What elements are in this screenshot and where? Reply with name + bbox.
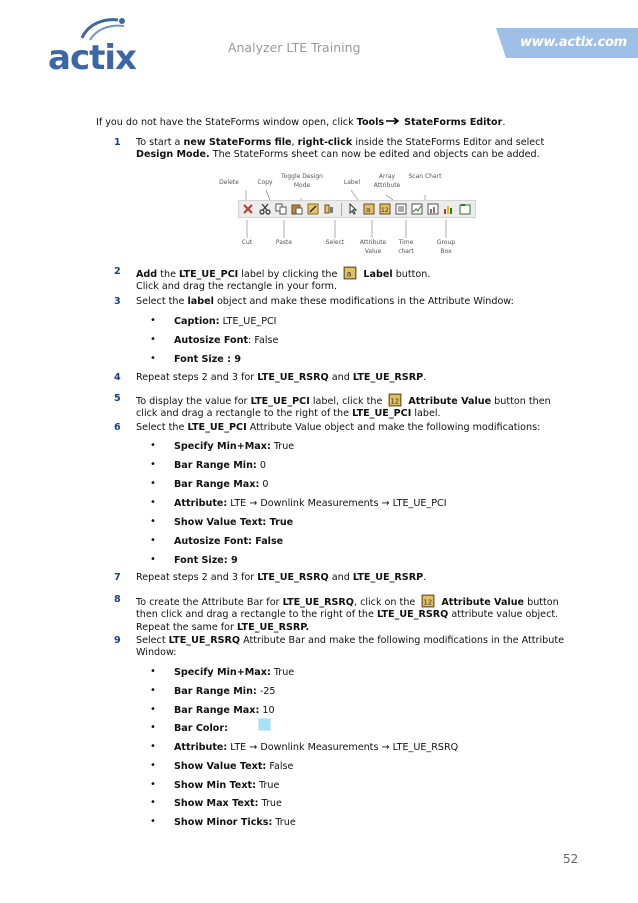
bullet: •: [150, 516, 156, 527]
bullet: •: [150, 779, 156, 790]
label-toggle-design-mode: Toggle Design Mode: [281, 173, 323, 189]
array-attribute-icon[interactable]: [395, 203, 407, 215]
bullet-text: [174, 742, 458, 753]
step-text: [136, 266, 586, 294]
t: new StateForms file: [183, 137, 292, 148]
t: True: [272, 817, 296, 828]
copy-icon[interactable]: [275, 203, 287, 215]
t: label: [187, 296, 214, 307]
t: Attribute Bar and make the following modifications in the Attribute: [240, 635, 564, 646]
t: Show Min Text:: [174, 780, 256, 791]
bullet-text: [174, 817, 296, 828]
toolbar-separator: [341, 203, 342, 216]
bullet: •: [150, 704, 156, 715]
design-tool-icon[interactable]: [323, 203, 335, 215]
t: Caption:: [174, 316, 220, 327]
bullet: •: [150, 440, 156, 451]
t: Bar Range Min:: [174, 460, 257, 471]
t: Show Value Text:: [174, 761, 267, 772]
label-paste: Paste: [275, 239, 293, 246]
step-number: 7: [114, 572, 121, 583]
bullet: •: [150, 497, 156, 508]
intro-paragraph: [96, 117, 616, 128]
t: Design Mode.: [136, 149, 210, 161]
bullet: •: [150, 816, 156, 827]
t: Repeat the same for: [136, 621, 238, 633]
group-box-icon[interactable]: [459, 203, 471, 215]
label-tool-icon[interactable]: [363, 203, 375, 215]
bullet: •: [150, 685, 156, 696]
t: .: [423, 372, 427, 383]
t: LTE_UE_RSRQ: [376, 609, 449, 621]
bullet: •: [150, 760, 156, 771]
t: LTE_UE_PCI: [187, 422, 247, 433]
step-text: [136, 572, 586, 584]
t: False: [266, 761, 294, 772]
t: Bar Color:: [174, 723, 228, 734]
bullet-text: [174, 555, 238, 566]
t: the: [157, 269, 180, 280]
bullet: •: [150, 741, 156, 752]
t: Bar Range Max:: [174, 705, 260, 716]
bullet-text: [174, 761, 293, 772]
t: Attribute Value: [441, 597, 525, 608]
t: To start a: [136, 137, 184, 148]
bullet: •: [150, 315, 156, 326]
bullet-text: [174, 723, 228, 734]
t: Select the: [136, 422, 188, 433]
scan-chart-icon[interactable]: [427, 203, 439, 215]
arrow-right-icon: [386, 117, 402, 125]
cut-icon[interactable]: [259, 203, 271, 215]
t: LTE_UE_RSRP: [352, 372, 424, 383]
step-text: [136, 296, 586, 308]
step-text: [136, 422, 586, 434]
delete-icon[interactable]: [242, 203, 254, 215]
bullet-text: [174, 536, 283, 547]
step-number: 5: [114, 393, 121, 404]
step-number: 8: [114, 594, 121, 605]
stateforms-editor-ref: StateForms Editor: [404, 117, 503, 128]
t: Font Size: 9: [174, 555, 238, 566]
bullet: •: [150, 666, 156, 677]
page-number: 52: [563, 852, 579, 866]
t: Repeat steps 2 and 3 for: [136, 372, 258, 383]
bullet-text: [174, 479, 268, 490]
bullet-text: [174, 798, 282, 809]
t: ,: [291, 137, 298, 148]
website-url: www.actix.com: [520, 35, 627, 50]
step-number: 4: [114, 372, 121, 383]
bullet: •: [150, 459, 156, 470]
bar-color-swatch: [258, 718, 271, 731]
t: True: [270, 667, 295, 678]
document-title: Analyzer LTE Training: [228, 40, 361, 55]
t: LTE_UE_RSRP.: [237, 621, 310, 633]
t: Autosize Font: [174, 335, 249, 346]
t: Autosize Font: False: [174, 536, 284, 547]
label-group-box: Group Box: [436, 239, 456, 255]
t: LTE_UE_PCI: [179, 269, 239, 280]
bullet: •: [150, 554, 156, 565]
bullet-text: [174, 517, 293, 528]
website-banner: [506, 28, 638, 58]
t: LTE_UE_RSRQ: [282, 597, 354, 608]
t: Attribute Value: [408, 396, 492, 407]
t: LTE_UE_RSRP: [352, 572, 424, 583]
label-attribute-value: Attribute Value: [359, 239, 387, 255]
step-number: 9: [114, 635, 121, 646]
toggle-design-mode-icon[interactable]: [307, 203, 319, 215]
bullet: •: [150, 797, 156, 808]
t: then click and drag a rectangle to the right of the: [136, 609, 377, 621]
bullet-text: [174, 667, 294, 678]
tools-menu-ref: Tools: [356, 117, 385, 128]
t: 0: [256, 460, 266, 471]
t: LTE_UE_RSRQ: [168, 635, 241, 646]
t: LTE_UE_PCI: [250, 396, 310, 407]
step-text: [136, 635, 586, 660]
t: right-click: [297, 137, 353, 148]
t: Repeat steps 2 and 3 for: [136, 572, 258, 583]
t: 10: [259, 705, 275, 716]
paste-icon[interactable]: [291, 203, 303, 215]
label-scan-chart: Scan Chart: [408, 173, 442, 180]
t: .: [423, 572, 427, 583]
label-select: Select: [325, 239, 345, 246]
t: : False: [248, 335, 279, 346]
t: Attribute Value object and make the following modifications:: [246, 422, 541, 433]
t: True: [258, 798, 282, 809]
t: button.: [392, 269, 431, 280]
bullet-text: [174, 460, 266, 471]
t: label by clicking the: [238, 269, 338, 280]
label-tool-icon: [343, 266, 357, 280]
svg-text:12: 12: [381, 207, 389, 214]
t: Select the: [136, 296, 188, 307]
t: Bar Range Max:: [174, 479, 260, 490]
attribute-value-icon: [421, 594, 435, 608]
t: Specify Min+Max:: [174, 667, 271, 678]
step-text: [136, 137, 586, 162]
t: Window:: [136, 647, 177, 659]
t: attribute value object.: [448, 609, 559, 621]
t: Show Max Text:: [174, 798, 259, 809]
t: Add: [136, 269, 158, 280]
step-text: [136, 594, 586, 634]
bullet: •: [150, 535, 156, 546]
t: label.: [411, 408, 441, 420]
t: LTE → Downlink Measurements → LTE_UE_PCI: [227, 498, 447, 509]
bullet-text: [174, 686, 276, 697]
t: LTE_UE_RSRQ: [257, 572, 329, 583]
t: -25: [256, 686, 276, 697]
actix-logo: [48, 16, 140, 76]
bullet: •: [150, 722, 156, 733]
step-number: 2: [114, 266, 121, 277]
select-pointer-icon[interactable]: [347, 203, 359, 215]
t: button then: [491, 396, 551, 407]
t: click and drag a rectangle to the right of the: [136, 408, 353, 420]
t: 0: [259, 479, 269, 490]
attribute-value-icon: [388, 393, 402, 407]
label-time-chart: Time chart: [398, 239, 414, 255]
t: Show Minor Ticks:: [174, 817, 273, 828]
step-text: [136, 372, 586, 384]
t: LTE → Downlink Measurements → LTE_UE_RSRQ: [227, 742, 459, 753]
t: and: [328, 572, 353, 583]
bullet-text: [174, 316, 277, 327]
label-copy: Copy: [257, 179, 273, 186]
page-footer: [0, 818, 638, 903]
bullet: •: [150, 353, 156, 364]
step-number: 3: [114, 296, 121, 307]
t: LTE_UE_PCI: [352, 408, 412, 420]
t: True: [270, 441, 295, 452]
label-label: Label: [343, 179, 361, 186]
bullet-text: [174, 354, 241, 365]
bullet-text: [174, 441, 294, 452]
svg-text:a: a: [366, 206, 371, 214]
t: Label: [363, 269, 393, 280]
bullet-text: [174, 780, 279, 791]
t: Specify Min+Max:: [174, 441, 271, 452]
bullet-text: [174, 705, 275, 716]
t: Font Size : 9: [174, 354, 241, 365]
t: inside the StateForms Editor and select: [352, 137, 545, 148]
t: To create the Attribute Bar for: [136, 597, 283, 608]
time-chart-icon[interactable]: [411, 203, 423, 215]
t: , click on the: [353, 597, 416, 608]
step-number: 6: [114, 422, 121, 433]
t: The StateForms sheet can now be edited and objects can be added.: [209, 149, 540, 161]
t: Attribute:: [174, 498, 228, 509]
t: LTE_UE_RSRQ: [257, 372, 329, 383]
t: True: [255, 780, 280, 791]
t: To display the value for: [136, 396, 251, 407]
bullet-text: [174, 335, 278, 346]
t: button: [524, 597, 559, 608]
t: Show Value Text: True: [174, 517, 294, 528]
t: Attribute:: [174, 742, 228, 753]
t: Select: [136, 635, 169, 646]
attribute-value-icon[interactable]: [379, 203, 391, 215]
t: Click and drag the rectangle in your form.: [136, 281, 338, 293]
step-text: [136, 393, 586, 421]
label-array-attribute: Array Attribute: [373, 173, 401, 189]
intro-period: .: [502, 117, 506, 128]
bullet: •: [150, 478, 156, 489]
svg-text:12: 12: [423, 598, 433, 607]
t: label, click the: [309, 396, 383, 407]
t: and: [328, 372, 353, 383]
label-delete: Delete: [219, 179, 239, 186]
svg-text:12: 12: [390, 397, 400, 406]
bullet-text: [174, 498, 447, 509]
t: LTE_UE_PCI: [219, 316, 277, 327]
t: object and make these modifications in the Attribute Window:: [213, 296, 514, 307]
stateforms-toolbar: [238, 200, 476, 218]
logo-text: actix: [48, 38, 136, 78]
intro-text: If you do not have the StateForms window open, click: [96, 117, 357, 128]
bullet: •: [150, 334, 156, 345]
label-cut: Cut: [241, 239, 253, 246]
step-number: 1: [114, 137, 121, 148]
svg-text:a: a: [346, 268, 352, 279]
bar-chart-icon[interactable]: [443, 203, 455, 215]
t: Bar Range Min:: [174, 686, 257, 697]
